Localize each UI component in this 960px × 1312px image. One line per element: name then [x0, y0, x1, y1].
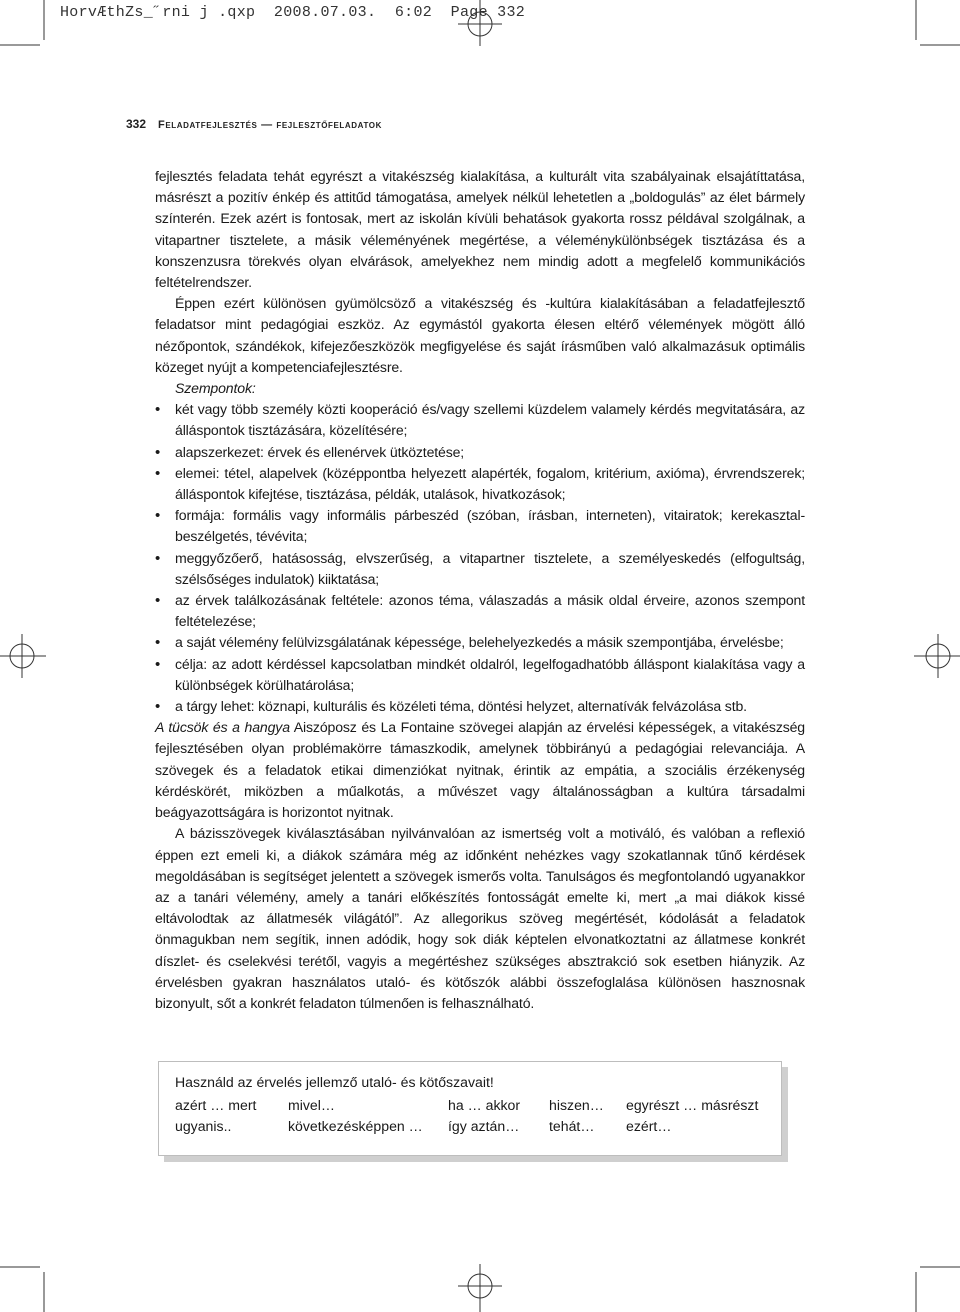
connectives-box — [158, 1061, 782, 1156]
paragraph: A bázisszövegek kiválasztásában nyilvánvalóan az ismertség volt a motiváló, és valóban a reflexió éppen ezt emeli ki, a diákok számára még az időnként nehézkes vagy szokatlannak tűnő kérdések megoldásában is segítséget jelentett a szövegek ismerős volta. Tanulságos és megfontolandó ugyanakkor az a tanári vélemény, amely a tanári előkészítés fontosságát emelte ki, mert „a mai diákok kissé eltávolodtak az állatmesék világától”. Az allegorikus szöveg megértését, kódolását a feladatok önmagukban nem segítik, innen adódik, hogy sok diák képtelen elvonatkoztatni az állatmese konkrét díszlet- és cselekvési terétől, vagyis a megértéshez szükséges absztrakció sok esetben hiányzik. Az érvelésben gyakran használatos utaló- és kötőszók alábbi összefoglalása különösen hasznosnak bizonyult, sőt a konkrét feladaton túlmenően is felhasználható. — [155, 825, 805, 1011]
paragraph — [155, 717, 805, 823]
list-item: • meggyőzőerő, hatásosság, elvszerűség, a vitapartner tisztelete, a személyeskedés (elfogultság, szélsőséges indulatok) kiiktatása; — [155, 548, 805, 590]
work-title: A tücsök és a hangya — [155, 719, 290, 736]
connective: egyrészt … másrészt — [626, 1097, 759, 1113]
connective: hiszen… — [549, 1097, 604, 1113]
list-item: • formája: formális vagy informális párbeszéd (szóban, írásban, interneten), vitairatok; kerekasztal-beszélgetés, tévévita; — [155, 505, 805, 547]
connectives-row — [159, 1116, 781, 1137]
list-item: • a saját vélemény felülvizsgálatának képessége, belehelyezkedés a másik szempontjába, érvelésbe; — [155, 632, 805, 653]
connective: mivel… — [288, 1097, 335, 1113]
page-number: 332 — [126, 117, 147, 131]
list-item: • a tárgy lehet: köznapi, kulturális és közéleti téma, döntési helyzet, alternatívák felvázolása stb. — [155, 696, 805, 717]
paragraph: Éppen ezért különösen gyümölcsöző a vitakészség és -kultúra kialakításában a feladatfejlesztő feladatsor mint pedagógiai eszköz. Az egymástól gyakorta élesen eltérő vélemények mögött álló nézőpontok, szándékok, kifejezőeszközök megfigyelése és saját írásműben való alkalmazásuk optimális közeget nyújt a kompetenciafejlesztésre. — [155, 295, 805, 375]
paragraph: fejlesztés feladata tehát egyrészt a vitakészség kialakítása, a kulturált vita szabályainak elsajátíttatása, másrészt a pozitív énkép és attitűd támogatása, amelyek nélkül lehetetlen a „boldogulás” az élet bármely színterén. Ezek azért is fontosak, mert az iskolán kívüli behatások gyakorta rossz példával szolgálnak, a vitapartner tisztelete, a másik véleményének megértése, a véleménykülönbségek tisztázása és a konszenzusra törekvés olyan elvárások, amelyekhez nem mindig adott a megfelelő kommunikációs feltételrendszer. — [155, 168, 805, 291]
criteria-list — [155, 399, 805, 717]
box-title: Használd az érvelés jellemző utaló- és kötőszavait! — [175, 1074, 494, 1090]
print-slug: HorvÆthZs_˝rni j .qxp 2008.07.03. 6:02 Page 332 — [60, 4, 526, 21]
body-text — [155, 166, 805, 1014]
connective: így aztán… — [448, 1118, 520, 1134]
connective: következésképpen … — [288, 1118, 423, 1134]
list-item: • célja: az adott kérdéssel kapcsolatban mindkét oldalról, legelfogadhatóbb álláspont kialakítása vagy a különbségek körülhatárolása; — [155, 654, 805, 696]
running-head — [126, 117, 382, 131]
list-item: • elemei: tétel, alapelvek (középpontba helyezett alapérték, fogalom, kritérium, axióma), érvrendszerek; álláspontok kifejtése, tisztázása, példák, utalások, hivatkozások; — [155, 463, 805, 505]
list-item: • az érvek találkozásának feltétele: azonos téma, válaszadás a másik oldal érveire, azonos szempont feltételezése; — [155, 590, 805, 632]
list-item: • két vagy több személy közti kooperáció és/vagy szellemi küzdelem valamely kérdés megvitatására, az álláspontok tisztázására, közelítésére; — [155, 399, 805, 441]
connective: ha … akkor — [448, 1097, 521, 1113]
criteria-label: Szempontok: — [175, 380, 256, 397]
connective: tehát… — [549, 1118, 595, 1134]
connective: ezért… — [626, 1118, 672, 1134]
list-item: • alapszerkezet: érvek és ellenérvek ütköztetése; — [155, 442, 805, 463]
connectives-row — [159, 1095, 781, 1116]
connective: azért … mert — [175, 1097, 257, 1113]
section-title: Feladatfejlesztés — fejlesztőfeladatok — [158, 119, 383, 131]
connective: ugyanis.. — [175, 1118, 232, 1134]
paragraph-text: Aiszóposz és La Fontaine szövegei alapján az érvelési képességek, a vitakészség fejlesztésében olyan problémakörre támaszkodik, amelynek többirányú a pedagógiai relevanciája. A szövegek és a feladatok etikai dimenziókat nyitnak, érintik az empátia, a szociális érzékenység kérdéskörét, miközben a műalkotás, a művészet vagy általánosságban a kultúra társadalmi beágyazottságára is horizontot nyitnak. — [155, 719, 805, 821]
